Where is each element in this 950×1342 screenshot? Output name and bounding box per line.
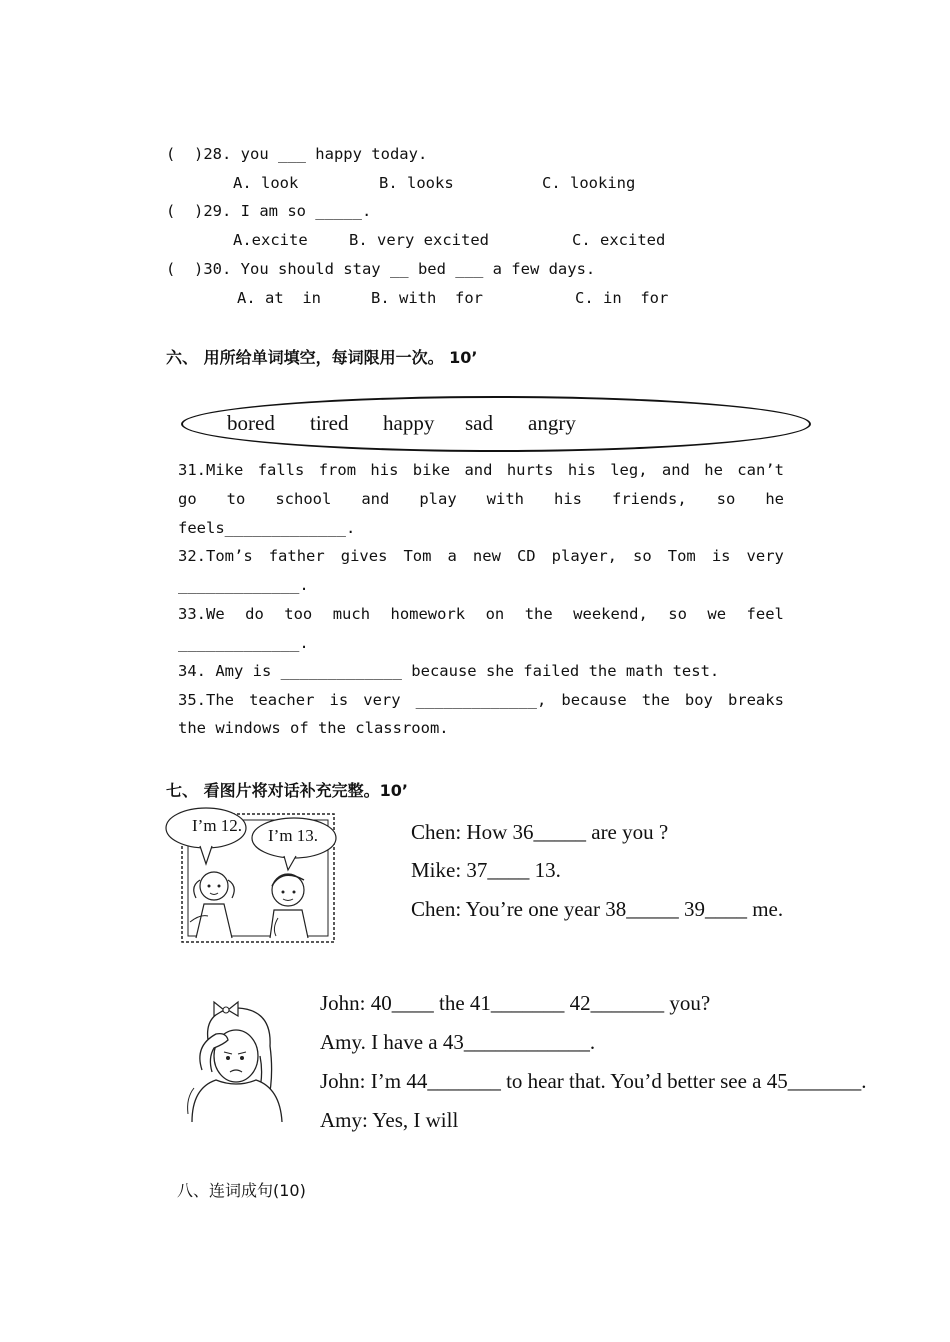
dialog2-line-1: John: 40____ the 41_______ 42_______ you? [320, 991, 711, 1015]
q28-stem: ( )28. you ___ happy today. [166, 145, 428, 163]
sick-girl-illustration [182, 1000, 286, 1124]
dialog1-line-2: Mike: 37____ 13. [411, 858, 561, 882]
word-bank-word: sad [465, 411, 493, 435]
q31-line-2: go to school and play with his friends, so he [178, 490, 784, 508]
q29-stem: ( )29. I am so _____. [166, 202, 372, 220]
word-bank-word: tired [310, 411, 349, 435]
q30-option-b: B. with for [371, 289, 483, 307]
q29-option-a: A.excite [233, 231, 308, 249]
word-bank-word: happy [383, 411, 435, 435]
q35-line-1: 35.The teacher is very _____________, because the boy breaks [178, 691, 784, 709]
dialog1-line-3: Chen: You’re one year 38_____ 39____ me. [411, 897, 784, 921]
dialog1-line-1: Chen: How 36_____ are you ? [411, 820, 669, 844]
q35-line-2: the windows of the classroom. [178, 719, 449, 737]
q31-line-1: 31.Mike falls from his bike and hurts his leg, and he can’t [178, 461, 784, 479]
q28-option-a: A. look [233, 174, 299, 192]
q29-option-b: B. very excited [349, 231, 489, 249]
q32-line-2: _____________. [178, 576, 309, 594]
word-bank-word: angry [528, 411, 576, 435]
boy-speech-bubble-text: I’m 13. [268, 826, 319, 845]
q30-option-c: C. in for [575, 289, 669, 307]
word-bank-oval [181, 396, 811, 452]
dialog2-line-4: Amy: Yes, I will [320, 1108, 459, 1132]
q29-option-c: C. excited [572, 231, 666, 249]
q32-line-1: 32.Tom’s father gives Tom a new CD player, so Tom is very [178, 547, 784, 565]
girl-speech-bubble-text: I’m 12. [192, 816, 243, 835]
q28-option-c: C. looking [542, 174, 636, 192]
q33-line-1: 33.We do too much homework on the weekend, so we feel [178, 605, 784, 623]
section7-heading: 七、 看图片将对话补充完整。10’ [166, 781, 408, 800]
dialog2-line-3: John: I’m 44_______ to hear that. You’d better see a 45_______. [320, 1069, 867, 1093]
section8-heading: 八、连词成句(10) [177, 1181, 306, 1200]
q33-line-2: _____________. [178, 634, 309, 652]
q31-line-3: feels_____________. [178, 519, 356, 537]
q34-line-1: 34. Amy is _____________ because she failed the math test. [178, 662, 720, 680]
kids-age-picture [166, 806, 342, 946]
word-bank-word: bored [227, 411, 275, 435]
section6-heading: 六、 用所给单词填空，每词限用一次。 10’ [166, 348, 478, 367]
q30-option-a: A. at in [237, 289, 321, 307]
dialog2-line-2: Amy. I have a 43____________. [320, 1030, 596, 1054]
q30-stem: ( )30. You should stay __ bed ___ a few days. [166, 260, 596, 278]
q28-option-b: B. looks [379, 174, 454, 192]
